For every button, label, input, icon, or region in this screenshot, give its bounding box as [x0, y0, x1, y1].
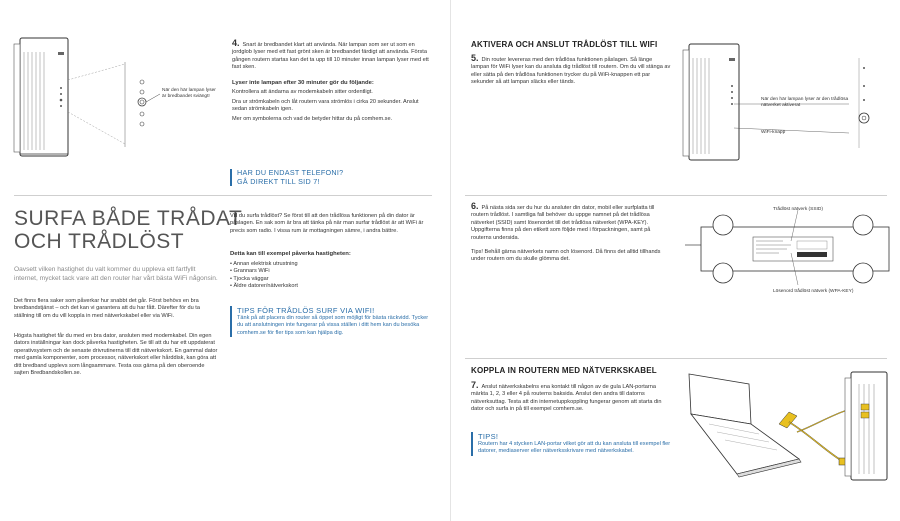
step-4-line3: Mer om symbolerna och vad de betyder hittar du på comhem.se.: [232, 116, 393, 122]
step-7: [471, 382, 671, 414]
factor-item: • Grannars WiFi: [230, 268, 430, 275]
cable-tips-box: [471, 432, 671, 456]
activate-wifi-title: AKTIVERA OCH ANSLUT TRÅDLÖST TILL WIFI: [471, 40, 658, 49]
router-label-illustration: [683, 205, 893, 300]
phone-notice-line2: GÅ DIREKT TILL SID 7!: [237, 176, 320, 186]
router-lamp-label: När den här lampan lyser är bredbandet sviängt!: [162, 88, 216, 99]
step-6-tip: Tips! Behåll gärna nätverkets namn och lösenord. Då finns det alltid tillhands under routern om du skulle glömma det.: [471, 249, 661, 263]
wifi-button-label: WiFi-knapp: [761, 130, 786, 135]
step-7-text: Anslut nätverkskabelns ena kontakt till någon av de gula LAN-portarna märkta 1, 2, 3 eller 4 på routerns baksida. Anslut den andra till datorns nätverksuttag. Testa att din internetuppkoppling fungerar genom att starta din dator och surfa in på till exempel comhem.se.: [471, 384, 662, 413]
step-6: [471, 203, 671, 242]
wifi-tips-title: TIPS FÖR TRÅDLÖS SURF VIA WIFI!: [237, 306, 375, 315]
step-4-subheading: Lyser inte lampan efter 30 minuter gör du följande:: [232, 80, 374, 86]
step-7-number: 7.: [471, 380, 479, 390]
cable-tips-title: TIPS!: [478, 432, 499, 441]
step-4-line1: Kontrollera att ändarna av modemkabeln sitter ordentligt.: [232, 89, 373, 95]
right-page: [450, 0, 900, 521]
step-5-number: 5.: [471, 53, 479, 63]
step-5-text: Din router levereras med den trådlösa funktionen påslagen. Så länge lampan för WiFi lyser kan du ansluta dig trådlöst till routern. Om du vill stänga av eller sätta på den trådlösa funktionen trycker du på WiFi-knappen ett par sekunder så att lampan släcks eller tänds.: [471, 57, 671, 86]
step-4-text: Snart är bredbandet klart att använda. När lampan som ser ut som en jordglob lyser med ett fast grönt sken är bredbandet färdigt att använda. Första gången routern startas kan det ta upp till 10 minuter innan lampan lyser med ett fast sken.: [232, 42, 429, 71]
factor-item: • Annan elektrisk utrustning: [230, 261, 430, 268]
factors-list: [230, 261, 430, 291]
phone-notice-line1: HAR DU ENDAST TELEFONI?: [237, 168, 344, 177]
step-6-text: På nästa sida ser du hur du ansluter din dator, mobil eller surfplatta till routern trådlöst. I samtliga fall behöver du uppge namnet på det trådlösa nätverket (SSID) samt lösenordet till det trådlösa nätverket (WPA-KEY). Uppgifterna finns på den etikett som följde med i förpackningen, samt på routerns undersida.: [471, 205, 655, 241]
wifi-tips-body: Tänk på att placera din router så öppet som möjligt för bästa räckvidd. Tycker du att anslutningen inte fungerar på vissa ställen i ditt hem kan du besöka comhem.se för fler tips som kan hjälpa dig.: [237, 315, 429, 336]
wireless-intro: Vill du surfa trådlöst? Se först till att den trådlösa funktionen på din dator är påslagen. En sak som är bra att tänka på när man surfar trådlöst är att WiFi är precis som radio. I vissa rum är mottagningen sämre, i andra bättre.: [230, 213, 424, 234]
wifi-lamp-label: När den här lampan lyser är den trådlösa nätverket aktiverat: [761, 97, 849, 108]
wifi-tips-box: [230, 306, 430, 337]
right-divider-1: [465, 195, 887, 196]
step-5: [471, 55, 671, 87]
factor-item: • Äldre datorer/nätverkskort: [230, 283, 430, 290]
para-1: Det finns flera saker som påverkar hur snabbt det går. Först behövs en bra bredbandstjänst – och det kan vi garantera att du har fått. Därefter för du ta ställning till om du vill koppla in med nätverkskabel eller via WiFi.: [14, 298, 200, 319]
page-heading-line2: OCH TRÅDLÖST: [14, 230, 185, 253]
right-divider-2: [465, 358, 887, 359]
wpa-key-label: Lösenord trådlöst nätverk (WPA-KEY): [773, 289, 854, 294]
step-4: [232, 40, 430, 72]
connect-cable-title: KOPPLA IN ROUTERN MED NÄTVERKSKABEL: [471, 366, 657, 375]
cable-tips-body: Routern har 4 stycken LAN-portar vilket gör att du kan ansluta till exempel fler datorer, mediaserver eller nätverksskrivare med nätverkskabel.: [478, 441, 671, 455]
para-2: Högsta hastighet får du med en bra dator, ansluten med modemkabel. Din egen dators inställningar kan dock påverka hastigheten. Se till att du har ett uppdaterat operativsystem och de senaste drivrutinerna till ditt nätverkskort. En gammal dator med gamla komponenter, som processor, nätverkskort eller hårddisk, kan göra att ditt bredband upplevs som långsammare. Testa oss gärna på den oberoende sajten Bredbandskollen.se.: [14, 333, 218, 377]
left-divider: [14, 195, 432, 196]
laptop-cable-illustration: [679, 364, 897, 489]
step-4-line2: Dra ur strömkabeln och låt routern vara strömlös i cirka 20 sekunder. Anslut sedan strömkabeln igen.: [232, 99, 419, 113]
intro-text: Oavsett vilken hastighet du valt kommer du uppleva ett fartfyllt internet, mycket tack vare att den router har vårt bästa WiFi någonsin.: [14, 266, 218, 282]
phone-notice: [230, 169, 430, 186]
ssid-label: Trådlöst nätverk (SSID): [773, 207, 823, 212]
step-6-number: 6.: [471, 201, 479, 211]
page-heading-line1: SURFA BÅDE TRÅDAT: [14, 207, 243, 230]
factors-title: Detta kan till exempel påverka hastigheten:: [230, 251, 351, 257]
step-4-number: 4.: [232, 38, 240, 48]
factor-item: • Tjocka väggar: [230, 276, 430, 283]
